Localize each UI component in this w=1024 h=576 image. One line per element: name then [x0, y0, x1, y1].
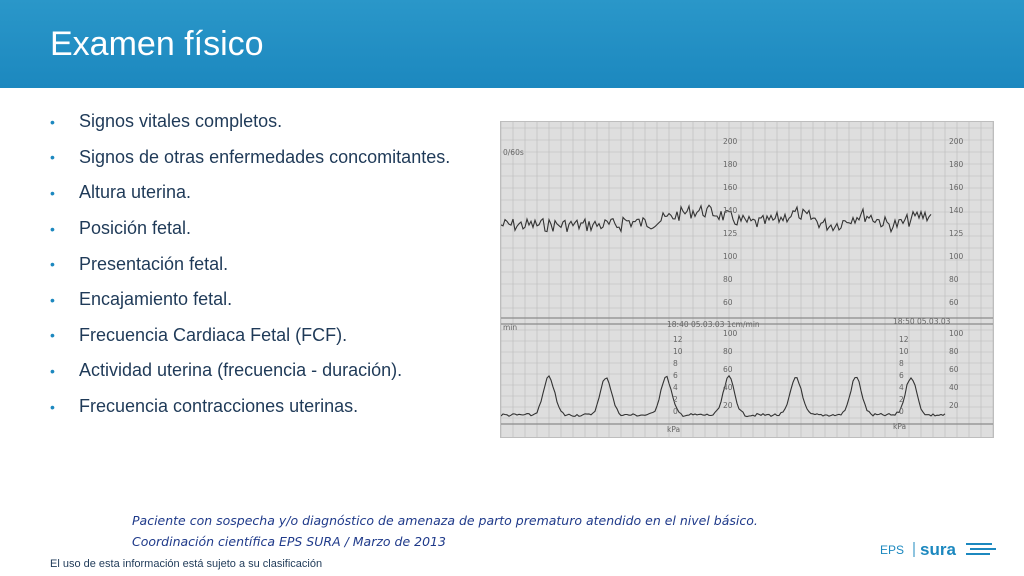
bullet-text: Posición fetal.: [79, 218, 192, 239]
toco-tick-label: 60: [949, 365, 959, 374]
bullet-text: Signos vitales completos.: [79, 111, 283, 132]
speed-label: 0/60s: [503, 148, 524, 157]
list-item: [50, 389, 450, 425]
bullet-text: Altura uterina.: [79, 182, 192, 203]
caption-line-1: Paciente con sospecha y/o diagnóstico de amenaza de parto prematuro atendido en el nivel básico.: [132, 513, 758, 528]
toco-tick-label: 80: [949, 347, 959, 356]
fhr-tick-label: 180: [723, 160, 738, 169]
fhr-tick-label: 160: [949, 183, 964, 192]
bullet-icon: •: [50, 291, 55, 308]
kpa-tick-label: 10: [673, 347, 683, 356]
slide-title: Examen físico: [50, 25, 264, 63]
toco-tick-label: 60: [723, 365, 733, 374]
bullet-icon: •: [50, 113, 55, 130]
list-item: [50, 211, 450, 247]
slide-header: [0, 0, 1024, 88]
fhr-tick-label: 200: [723, 137, 738, 146]
bullet-icon: •: [50, 220, 55, 237]
bullet-text: Signos de otras enfermedades concomitantes.: [79, 146, 451, 167]
toco-tick-label: 40: [723, 383, 733, 392]
kpa-tick-label: 4: [899, 383, 904, 392]
kpa-tick-label: 4: [673, 383, 678, 392]
kpa-tick-label: 8: [673, 359, 678, 368]
toco-tick-label: 100: [949, 329, 964, 338]
list-item: [50, 318, 450, 354]
bullet-list: [50, 104, 450, 424]
kpa-unit-label: kPa: [667, 425, 681, 434]
min-label: min: [503, 323, 518, 332]
fhr-tick-label: 125: [723, 229, 738, 238]
list-item: [50, 104, 450, 140]
kpa-tick-label: 2: [899, 395, 904, 404]
list-item: [50, 246, 450, 282]
kpa-tick-label: 10: [899, 347, 909, 356]
kpa-tick-label: 0: [899, 407, 904, 416]
bullet-icon: •: [50, 149, 55, 166]
slide-caption: [132, 510, 758, 552]
fhr-tick-label: 100: [723, 252, 738, 261]
fhr-tick-label: 160: [723, 183, 738, 192]
timestamp-label: 18:50 05.03.03: [893, 317, 951, 326]
logo-eps-text: EPS: [880, 543, 905, 557]
list-item: [50, 353, 450, 389]
toco-tick-label: 20: [723, 401, 733, 410]
bullet-text: Frecuencia Cardiaca Fetal (FCF).: [79, 324, 348, 345]
footer-note: El uso de esta información está sujeto a su clasificación: [50, 558, 323, 570]
bullet-icon: •: [50, 398, 55, 415]
ctg-trace-graphic: [501, 122, 993, 437]
logo-sura-text: sura: [920, 540, 956, 559]
toco-tick-label: 80: [723, 347, 733, 356]
fhr-tick-label: 140: [723, 206, 738, 215]
logo-swoosh-icon: [966, 544, 996, 554]
bullet-icon: •: [50, 362, 55, 379]
fhr-tick-label: 140: [949, 206, 964, 215]
toco-tick-label: 20: [949, 401, 959, 410]
eps-sura-logo: [880, 536, 998, 562]
timestamp-label: 18:40 05.03.03 1cm/min: [667, 320, 760, 329]
kpa-tick-label: 12: [673, 335, 683, 344]
fhr-tick-label: 80: [723, 275, 733, 284]
fhr-tick-label: 125: [949, 229, 964, 238]
bullet-icon: •: [50, 327, 55, 344]
fhr-tick-label: 60: [723, 298, 733, 307]
list-item: [50, 140, 450, 176]
kpa-tick-label: 8: [899, 359, 904, 368]
kpa-tick-label: 12: [899, 335, 909, 344]
toco-tick-label: 100: [723, 329, 738, 338]
caption-line-2: Coordinación científica EPS SURA / Marzo de 2013: [132, 534, 446, 549]
fhr-tick-label: 80: [949, 275, 959, 284]
bullet-text: Actividad uterina (frecuencia - duración).: [79, 360, 403, 381]
bullet-text: Presentación fetal.: [79, 253, 229, 274]
fhr-tick-label: 200: [949, 137, 964, 146]
bullet-text: Encajamiento fetal.: [79, 289, 233, 310]
ctg-strip-image: [500, 121, 994, 438]
kpa-tick-label: 6: [899, 371, 904, 380]
bullet-text: Frecuencia contracciones uterinas.: [79, 396, 359, 417]
list-item: [50, 175, 450, 211]
fhr-tick-label: 180: [949, 160, 964, 169]
fhr-tick-label: 60: [949, 298, 959, 307]
kpa-unit-label: kPa: [893, 422, 907, 431]
bullet-icon: •: [50, 256, 55, 273]
bullet-icon: •: [50, 184, 55, 201]
fhr-tick-label: 100: [949, 252, 964, 261]
kpa-tick-label: 2: [673, 395, 678, 404]
toco-tick-label: 40: [949, 383, 959, 392]
kpa-tick-label: 0: [673, 407, 678, 416]
kpa-tick-label: 6: [673, 371, 678, 380]
list-item: [50, 282, 450, 318]
